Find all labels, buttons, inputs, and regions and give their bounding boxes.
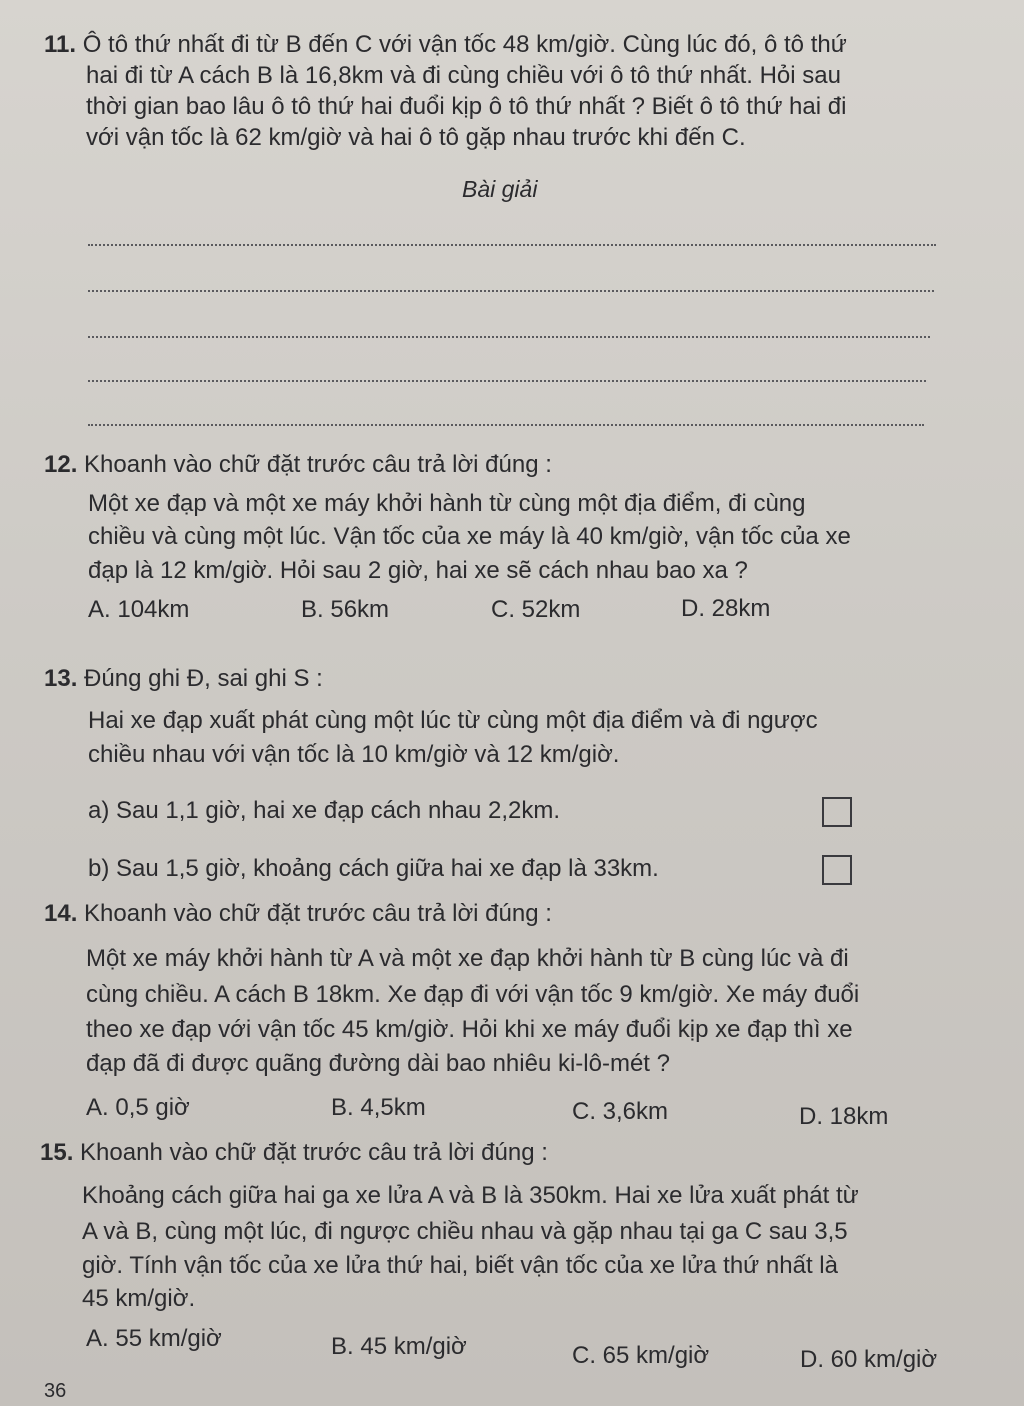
q11-text-1: Ô tô thứ nhất đi từ B đến C với vận tốc 48 km/giờ. Cùng lúc đó, ô tô thứ: [82, 31, 847, 58]
q14-instruction: Khoanh vào chữ đặt trước câu trả lời đúng :: [84, 900, 552, 927]
q14-option-d[interactable]: D. 18km: [799, 1103, 889, 1130]
q12-line-1: Một xe đạp và một xe máy khởi hành từ cùng một địa điểm, đi cùng: [88, 490, 806, 517]
q14-option-c[interactable]: C. 3,6km: [572, 1098, 669, 1125]
q13-line-2: chiều nhau với vận tốc là 10 km/giờ và 12 km/giờ.: [88, 741, 620, 768]
q15-number: 15.: [40, 1139, 74, 1166]
q14-line-2: cùng chiều. A cách B 18km. Xe đạp đi với vận tốc 9 km/giờ. Xe máy đuổi: [86, 981, 860, 1008]
q13-line-1: Hai xe đạp xuất phát cùng một lúc từ cùng một địa điểm và đi ngược: [88, 707, 818, 734]
q11-line-3: thời gian bao lâu ô tô thứ hai đuổi kịp ô tô thứ nhất ? Biết ô tô thứ hai đi: [86, 93, 847, 120]
q15-line-4: 45 km/giờ.: [82, 1285, 196, 1312]
q15-option-b[interactable]: B. 45 km/giờ: [331, 1333, 467, 1360]
q14-option-a[interactable]: A. 0,5 giờ: [86, 1094, 190, 1121]
q15-option-a[interactable]: A. 55 km/giờ: [86, 1325, 222, 1352]
q13-header: [44, 664, 323, 694]
q12-option-b[interactable]: B. 56km: [301, 596, 390, 623]
q12-instruction: Khoanh vào chữ đặt trước câu trả lời đúng :: [84, 451, 552, 478]
q11-number: 11.: [44, 31, 77, 58]
q11-line-2: hai đi từ A cách B là 16,8km và đi cùng chiều với ô tô thứ nhất. Hỏi sau: [86, 62, 841, 89]
q11-line-1: [44, 30, 847, 60]
q15-instruction: Khoanh vào chữ đặt trước câu trả lời đúng :: [80, 1139, 548, 1166]
q12-header: [44, 450, 552, 480]
q13-instruction: Đúng ghi Đ, sai ghi S :: [84, 665, 323, 692]
q14-option-b[interactable]: B. 4,5km: [331, 1094, 426, 1121]
q13-number: 13.: [44, 665, 78, 692]
answer-line-4[interactable]: [88, 380, 926, 382]
answer-line-2[interactable]: [88, 290, 934, 292]
q12-line-3: đạp là 12 km/giờ. Hỏi sau 2 giờ, hai xe sẽ cách nhau bao xa ?: [88, 557, 748, 584]
q12-line-2: chiều và cùng một lúc. Vận tốc của xe máy là 40 km/giờ, vận tốc của xe: [88, 523, 851, 550]
q15-option-c[interactable]: C. 65 km/giờ: [572, 1342, 710, 1369]
q15-line-3: giờ. Tính vận tốc của xe lửa thứ hai, biết vận tốc của xe lửa thứ nhất là: [82, 1252, 838, 1279]
q14-header: [44, 899, 552, 929]
q11-line-4: với vận tốc là 62 km/giờ và hai ô tô gặp nhau trước khi đến C.: [86, 124, 746, 151]
q14-line-3: theo xe đạp với vận tốc 45 km/giờ. Hỏi khi xe máy đuổi kịp xe đạp thì xe: [86, 1016, 853, 1043]
answer-line-1[interactable]: [88, 244, 936, 246]
page-number: 36: [44, 1380, 67, 1402]
q12-option-d[interactable]: D. 28km: [681, 595, 771, 622]
q15-header: [40, 1138, 548, 1168]
q14-number: 14.: [44, 900, 78, 927]
q15-line-1: Khoảng cách giữa hai ga xe lửa A và B là 350km. Hai xe lửa xuất phát từ: [82, 1182, 859, 1209]
solution-title: Bài giải: [462, 176, 538, 202]
q12-option-a[interactable]: A. 104km: [88, 596, 190, 623]
q13-answer-box-b[interactable]: [822, 855, 852, 885]
q12-number: 12.: [44, 451, 78, 478]
q13-answer-box-a[interactable]: [822, 797, 852, 827]
q15-line-2: A và B, cùng một lúc, đi ngược chiều nhau và gặp nhau tại ga C sau 3,5: [82, 1218, 848, 1245]
q14-line-1: Một xe máy khởi hành từ A và một xe đạp khởi hành từ B cùng lúc và đi: [86, 945, 849, 972]
answer-line-3[interactable]: [88, 336, 930, 338]
q15-option-d[interactable]: D. 60 km/giờ: [800, 1346, 938, 1373]
q13-statement-a: a) Sau 1,1 giờ, hai xe đạp cách nhau 2,2km.: [88, 797, 561, 824]
q13-statement-b: b) Sau 1,5 giờ, khoảng cách giữa hai xe đạp là 33km.: [88, 855, 659, 882]
q12-option-c[interactable]: C. 52km: [491, 596, 581, 623]
q14-line-4: đạp đã đi được quãng đường dài bao nhiêu ki-lô-mét ?: [86, 1050, 670, 1077]
answer-line-5[interactable]: [88, 424, 924, 426]
